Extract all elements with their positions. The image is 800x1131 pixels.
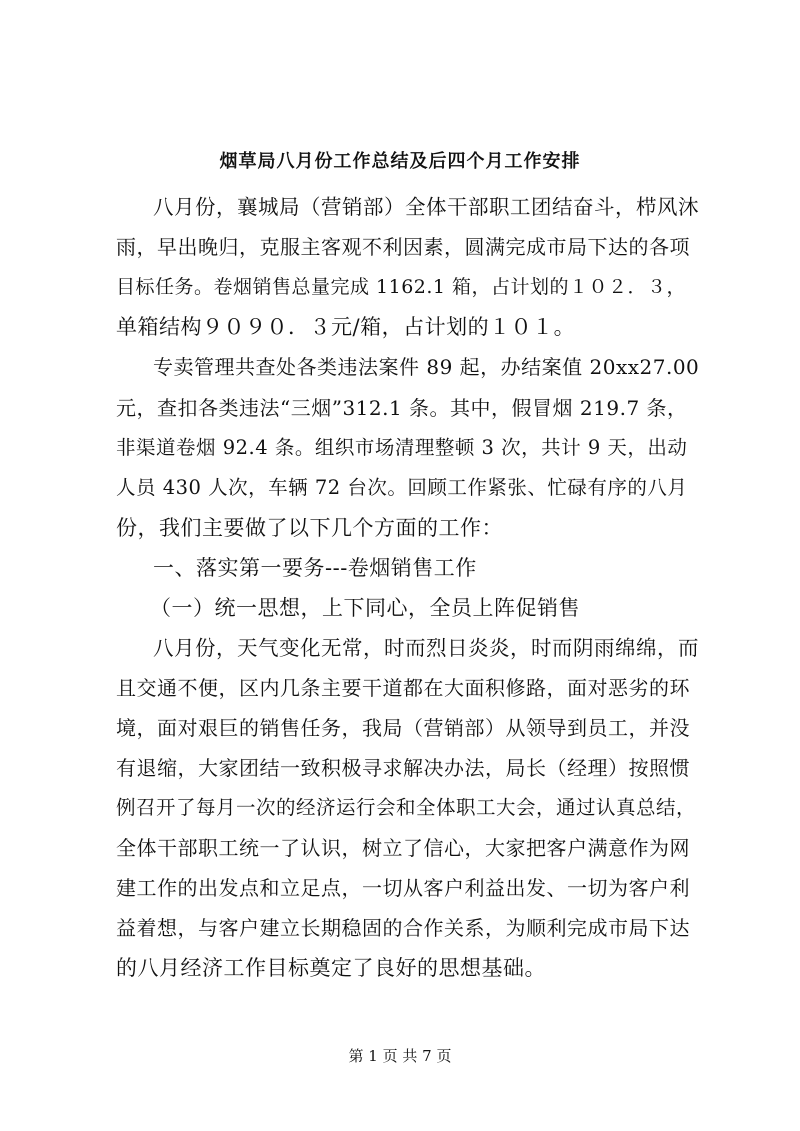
paragraph-line: 例召开了每月一次的经济运行会和全体职工大会，通过认真总结， [116,796,697,819]
section-heading: 一、落实第一要务---卷烟销售工作 [153,556,477,580]
paragraph-line: 境，面对艰巨的销售任务，我局（营销部）从领导到员工，并没 [116,716,690,740]
paragraph-line: 有退缩，大家团结一致积极寻求解决办法，局长（经理）按照惯 [116,756,690,780]
page-number-footer: 第 1 页 共 7 页 [348,1047,452,1065]
paragraph-line: 益着想，与客户建立长期稳固的合作关系，为顺利完成市局下达 [116,916,690,940]
paragraph-line: 元，查扣各类违法“三烟”312.1 条。其中，假冒烟 219.7 条， [116,396,688,420]
paragraph-line: 目标任务。卷烟销售总量完成 1162.1 箱，占计划的１０２．３， [116,276,687,298]
paragraph-line: 单箱结构９０９０．３元/箱，占计划的１０１。 [116,315,576,339]
paragraph-line: 全体干部职工统一了认识，树立了信心，大家把客户满意作为网 [116,836,690,860]
paragraph-line: 的八月经济工作目标奠定了良好的思想基础。 [116,956,546,980]
paragraph-line: 八月份，天气变化无常，时而烈日炎炎，时而阴雨绵绵，而 [153,636,699,660]
paragraph-line: 非渠道卷烟 92.4 条。组织市场清理整顿 3 次，共计 9 天，出动 [116,436,688,459]
subsection-heading: （一）统一思想，上下同心，全员上阵促销售 [150,596,580,620]
paragraph-line: 份，我们主要做了以下几个方面的工作： [116,516,503,540]
paragraph-line: 建工作的出发点和立足点，一切从客户利益出发、一切为客户利 [116,876,690,900]
paragraph-line: 且交通不便，区内几条主要干道都在大面积修路，面对恶劣的环 [116,676,690,700]
paragraph-line: 雨，早出晚归，克服主客观不利因素，圆满完成市局下达的各项 [116,235,690,259]
paragraph-line: 专卖管理共查处各类违法案件 89 起，办结案值 20xx27.00 [153,355,700,379]
paragraph-line: 人员 430 人次，车辆 72 台次。回顾工作紧张、忙碌有序的八月 [116,476,688,499]
paragraph-line: 八月份，襄城局（营销部）全体干部职工团结奋斗，栉风沐 [153,195,699,219]
document-title: 烟草局八月份工作总结及后四个月工作安排 [219,151,581,172]
